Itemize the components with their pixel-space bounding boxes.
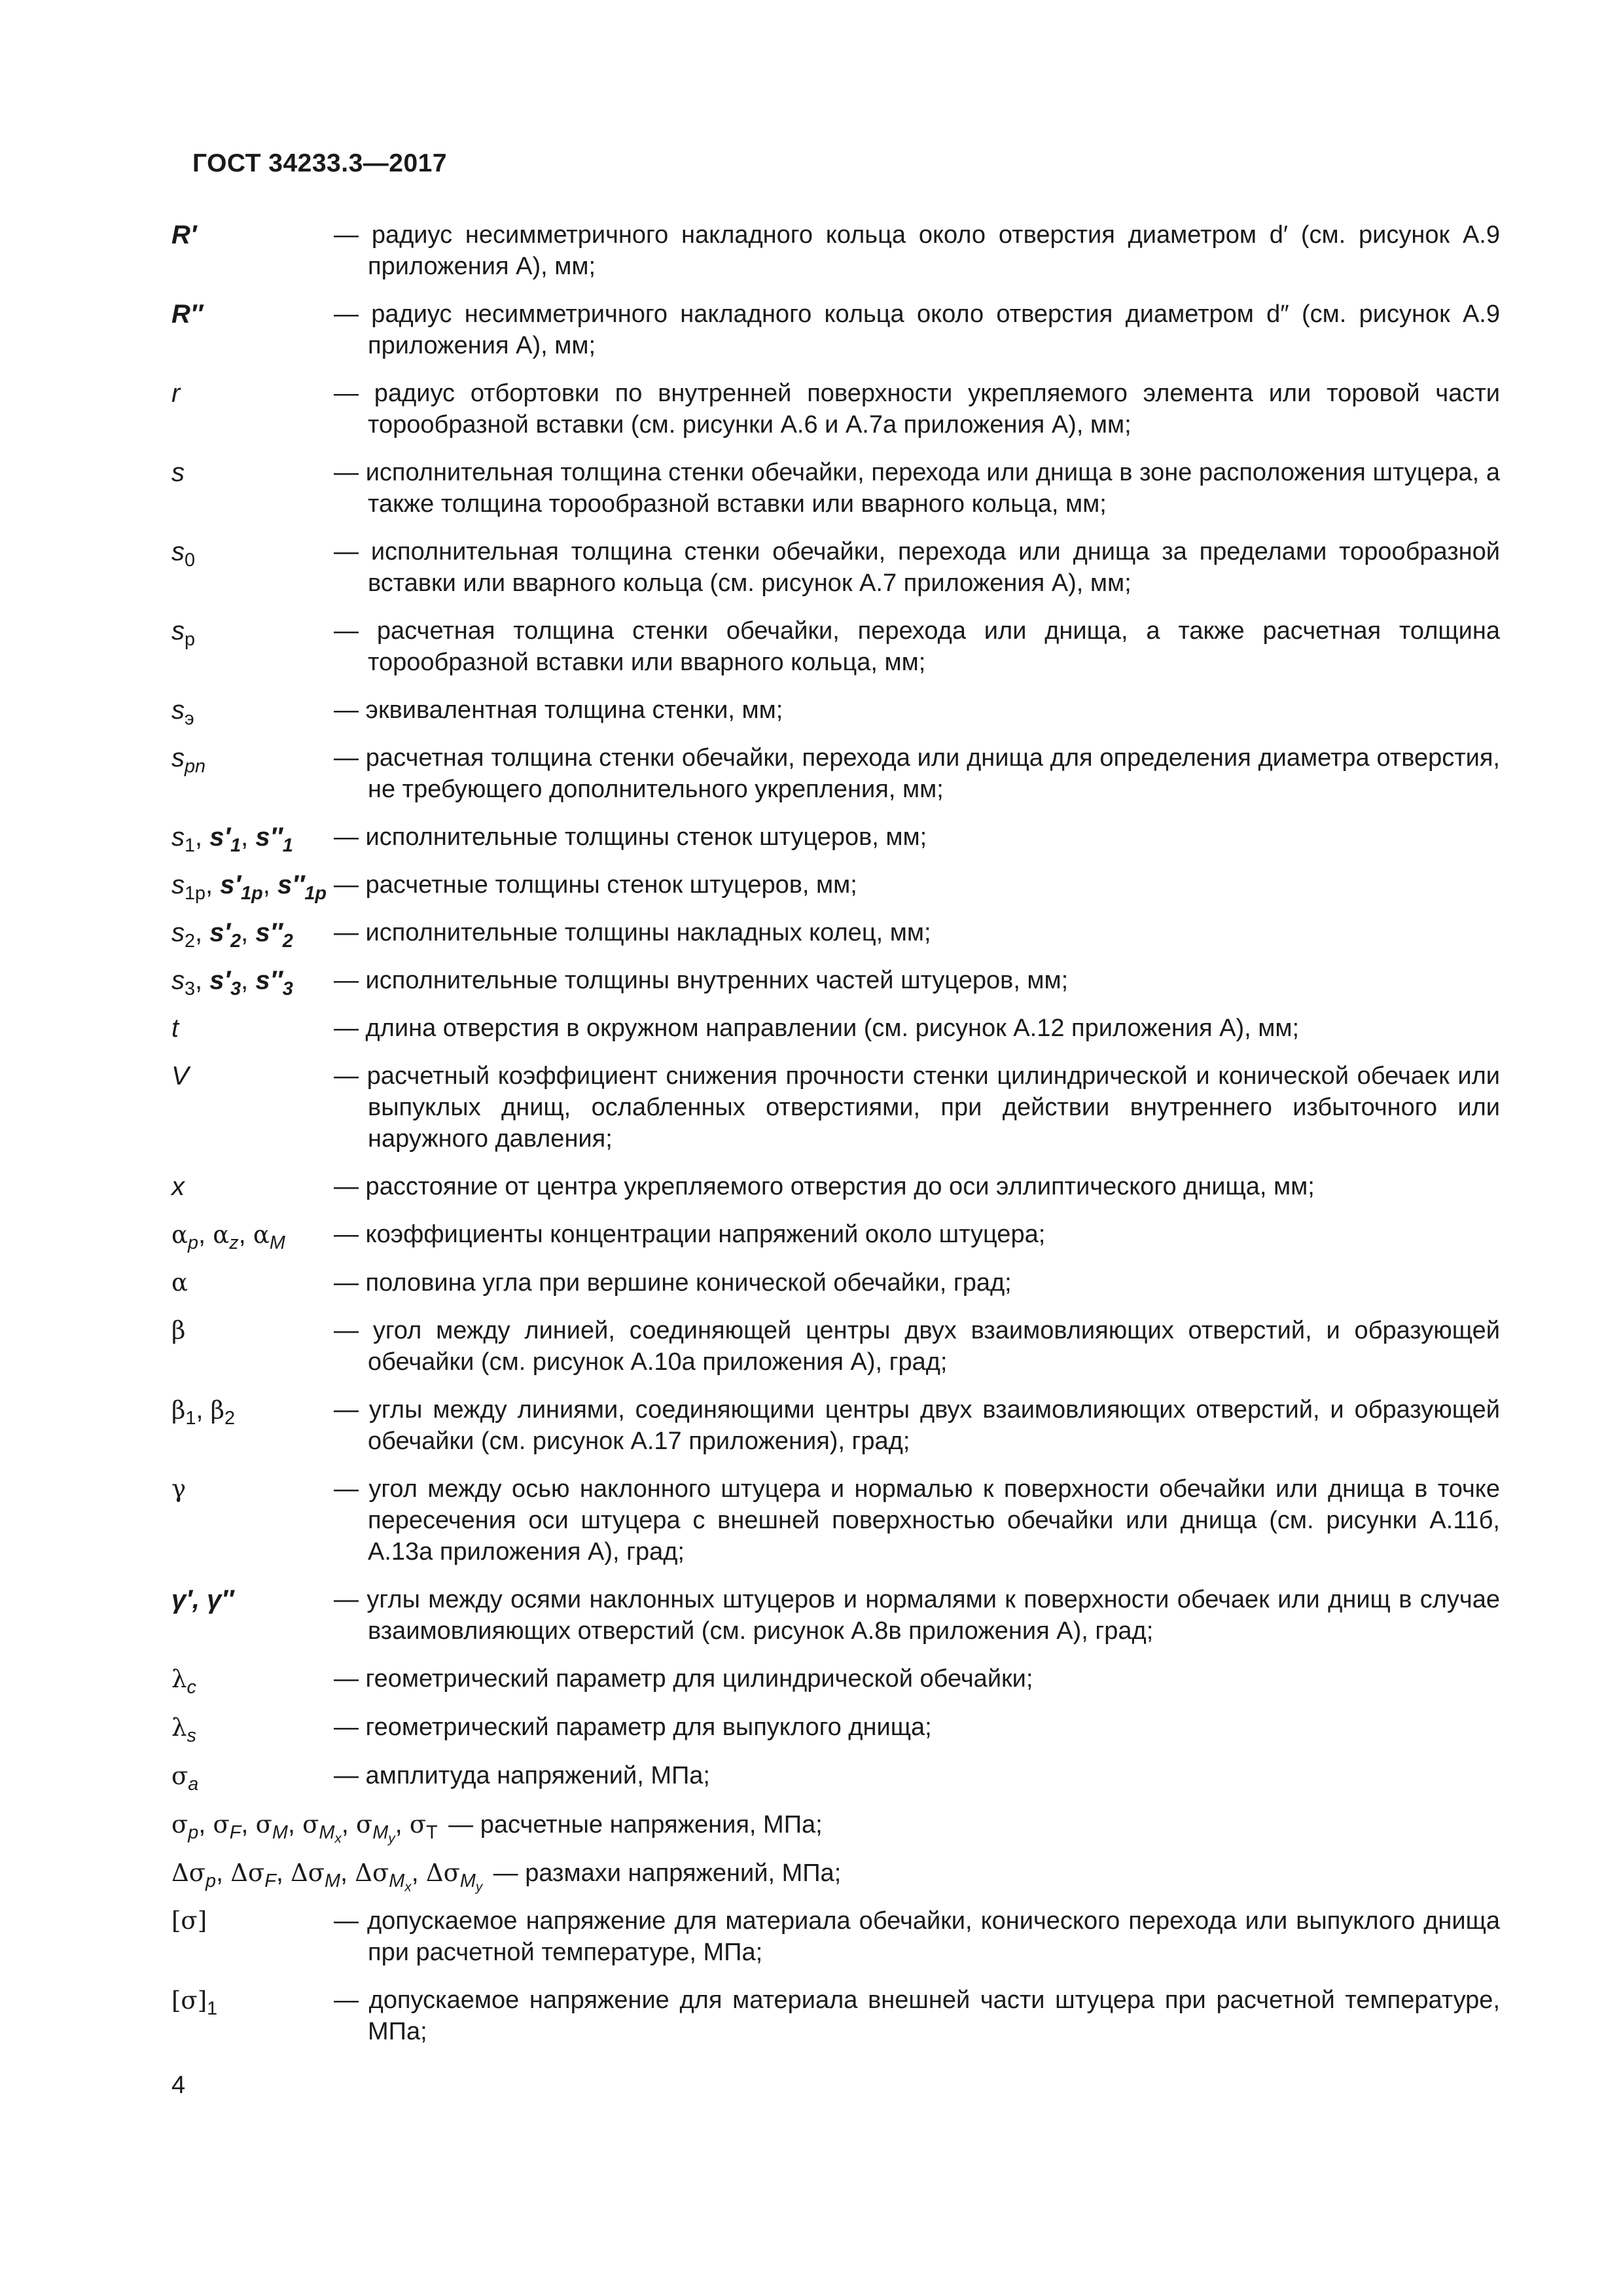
symbol: $\alpha_p$, $\alpha_z$, $\alpha_M$ xyxy=(171,1220,285,1254)
symbol: $\sigma_a$ xyxy=(171,1762,199,1795)
definition-row xyxy=(171,298,1500,361)
definition-text: — допускаемое напряжение для материала обечайки, конического перехода или выпуклого днища при расчетной температуре, МПа; xyxy=(334,1907,1500,1966)
symbol: V xyxy=(171,1062,189,1090)
symbol-text: γ′, γ″ xyxy=(171,1585,234,1614)
definition-row xyxy=(171,1584,1500,1647)
symbol: $[\sigma]_1$ xyxy=(171,1986,218,2020)
definition-text: — угол между линией, соединяющей центры двух взаимовлияющих отверстий, и образующей обечайки (см. рисунок А.10а приложения А), град; xyxy=(334,1317,1500,1376)
definition-row xyxy=(171,1473,1500,1568)
definition-text: — исполнительные толщины внутренних частей штуцеров, мм; xyxy=(334,967,1069,994)
definitions-list xyxy=(171,219,1500,2064)
symbol: R″ xyxy=(171,300,204,329)
definition-row xyxy=(171,536,1500,599)
symbol: $s_{pn}$ xyxy=(171,744,206,778)
symbol: s xyxy=(171,458,185,487)
symbol: α xyxy=(171,1268,188,1297)
definition-text: — половина угла при вершине конической обечайки, град; xyxy=(334,1269,1012,1297)
document-header: ГОСТ 34233.3—2017 xyxy=(192,149,448,177)
definition-row xyxy=(171,742,1500,805)
symbol xyxy=(171,1584,334,1647)
definition-row xyxy=(171,1013,1500,1044)
definition-row xyxy=(171,869,1500,905)
definition-text: — радиус отбортовки по внутренней поверхности укрепляемого элемента или торовой части торообразной вставки (см. рисунки А.6 и А.7а приложения А), мм; xyxy=(334,380,1500,439)
definition-text: — углы между осями наклонных штуцеров и нормалями к поверхности обечаек или днищ в случае взаимовлияющих отверстий (см. рисунок А.8в приложения А), град; xyxy=(334,1586,1500,1645)
definition-row xyxy=(171,1171,1500,1202)
definition-text: — расчетная толщина стенки обечайки, перехода или днища для определения диаметра отверстия, не требующего дополнительного укрепления, мм; xyxy=(334,744,1500,803)
definition-row xyxy=(171,821,1500,857)
definition-row xyxy=(171,1219,1500,1254)
definition-row xyxy=(171,1663,1500,1698)
symbol: x xyxy=(171,1172,185,1201)
symbol: $\Delta\sigma_p$, $\Delta\sigma_F$, $\Delta\sigma_M$, $\Delta\sigma_{M_x}$, $\Delta\sigma_{M_y}$ xyxy=(171,1858,483,1895)
definition-text: — расчетный коэффициент снижения прочности стенки цилиндрической и конической обечаек или выпуклых днищ, ослабленных отверстиями, при действии внутреннего избыточного или наружного давления; xyxy=(334,1062,1500,1153)
definition-row xyxy=(171,1808,1500,1846)
definition-text: — амплитуда напряжений, МПа; xyxy=(334,1762,710,1789)
definition-text: — длина отверстия в окружном направлении (см. рисунок А.12 приложения А), мм; xyxy=(334,1014,1300,1042)
symbol: $s_р$ xyxy=(171,617,196,651)
symbol: β xyxy=(171,1316,186,1344)
definition-row xyxy=(171,1905,1500,1968)
definition-text: — размахи напряжений, МПа; xyxy=(493,1859,842,1887)
definition-text: — расчетные толщины стенок штуцеров, мм; xyxy=(334,871,857,899)
page-number: 4 xyxy=(171,2072,186,2099)
symbol: r xyxy=(171,379,181,408)
definition-row xyxy=(171,965,1500,1000)
symbol: $s_1$, $s'_1$, $s''_1$ xyxy=(171,823,293,857)
definition-row xyxy=(171,1315,1500,1378)
definition-text: — коэффициенты концентрации напряжений около штуцера; xyxy=(334,1221,1046,1248)
definition-row xyxy=(171,1760,1500,1795)
definition-row xyxy=(171,1394,1500,1457)
definition-text: — допускаемое напряжение для материала внешней части штуцера при расчетной температуре, МПа; xyxy=(334,1986,1500,2045)
definition-row xyxy=(171,917,1500,952)
definition-row xyxy=(171,219,1500,282)
symbol: $\lambda_c$ xyxy=(171,1665,196,1698)
definition-row xyxy=(171,378,1500,440)
definition-row xyxy=(171,694,1500,730)
definition-text: — радиус несимметричного накладного кольца около отверстия диаметром d″ (см. рисунок А.9 приложения А), мм; xyxy=(334,300,1500,359)
symbol: $\sigma_p$, $\sigma_F$, $\sigma_M$, $\sigma_{M_x}$, $\sigma_{M_y}$, $\sigma_Т$ xyxy=(171,1810,438,1846)
symbol: $s_0$ xyxy=(171,537,196,571)
definition-row xyxy=(171,1712,1500,1747)
definition-text: — углы между линиями, соединяющими центры двух взаимовлияющих отверстий, и образующей обечайки (см. рисунок А.17 приложения), град; xyxy=(334,1396,1500,1455)
definition-text: — расстояние от центра укрепляемого отверстия до оси эллиптического днища, мм; xyxy=(334,1173,1315,1200)
definition-text: — геометрический параметр для выпуклого днища; xyxy=(334,1713,932,1741)
definition-text: — исполнительные толщины накладных колец, мм; xyxy=(334,919,931,946)
symbol: $\beta_1$, $\beta_2$ xyxy=(171,1395,236,1429)
definition-text: — эквивалентная толщина стенки, мм; xyxy=(334,696,783,724)
definition-row xyxy=(171,1060,1500,1155)
definition-row xyxy=(171,615,1500,678)
symbol: [σ] xyxy=(171,1907,207,1935)
definition-row xyxy=(171,1984,1500,2047)
definition-text: — расчетные напряжения, МПа; xyxy=(448,1811,823,1839)
definition-text: — расчетная толщина стенки обечайки, перехода или днища, а также расчетная толщина торообразной вставки или вварного кольца, мм; xyxy=(334,617,1500,676)
definition-row xyxy=(171,1267,1500,1299)
symbol: $s_{1р}$, $s'_{1р}$, $s''_{1р}$ xyxy=(171,870,327,905)
definition-row xyxy=(171,1857,1500,1895)
symbol: γ xyxy=(171,1475,187,1503)
symbol: R′ xyxy=(171,221,197,249)
definition-text: — исполнительная толщина стенки обечайки, перехода или днища в зоне расположения штуцера, а также толщина торообразной вставки или вварного кольца, мм; xyxy=(334,459,1500,518)
definition-text: — угол между осью наклонного штуцера и нормалью к поверхности обечайки или днища в точке пересечения оси штуцера с внешней поверхностью обечайки или днища (см. рисунки А.11б, А.13а приложения А), град; xyxy=(334,1475,1500,1566)
symbol: $s_3$, $s'_3$, $s''_3$ xyxy=(171,966,293,1000)
symbol: $s_2$, $s'_2$, $s''_2$ xyxy=(171,918,293,952)
definition-text: — радиус несимметричного накладного кольца около отверстия диаметром d′ (см. рисунок А.9 приложения А), мм; xyxy=(334,221,1500,280)
symbol: $\lambda_s$ xyxy=(171,1713,196,1747)
definition-row xyxy=(171,457,1500,520)
symbol: $s_э$ xyxy=(171,696,194,730)
symbol: t xyxy=(171,1014,179,1043)
definition-text: — исполнительная толщина стенки обечайки, перехода или днища за пределами торообразной вставки или вварного кольца (см. рисунок А.7 приложения А), мм; xyxy=(334,538,1500,597)
definition-text: — геометрический параметр для цилиндрической обечайки; xyxy=(334,1665,1033,1693)
definition-text: — исполнительные толщины стенок штуцеров, мм; xyxy=(334,823,927,851)
